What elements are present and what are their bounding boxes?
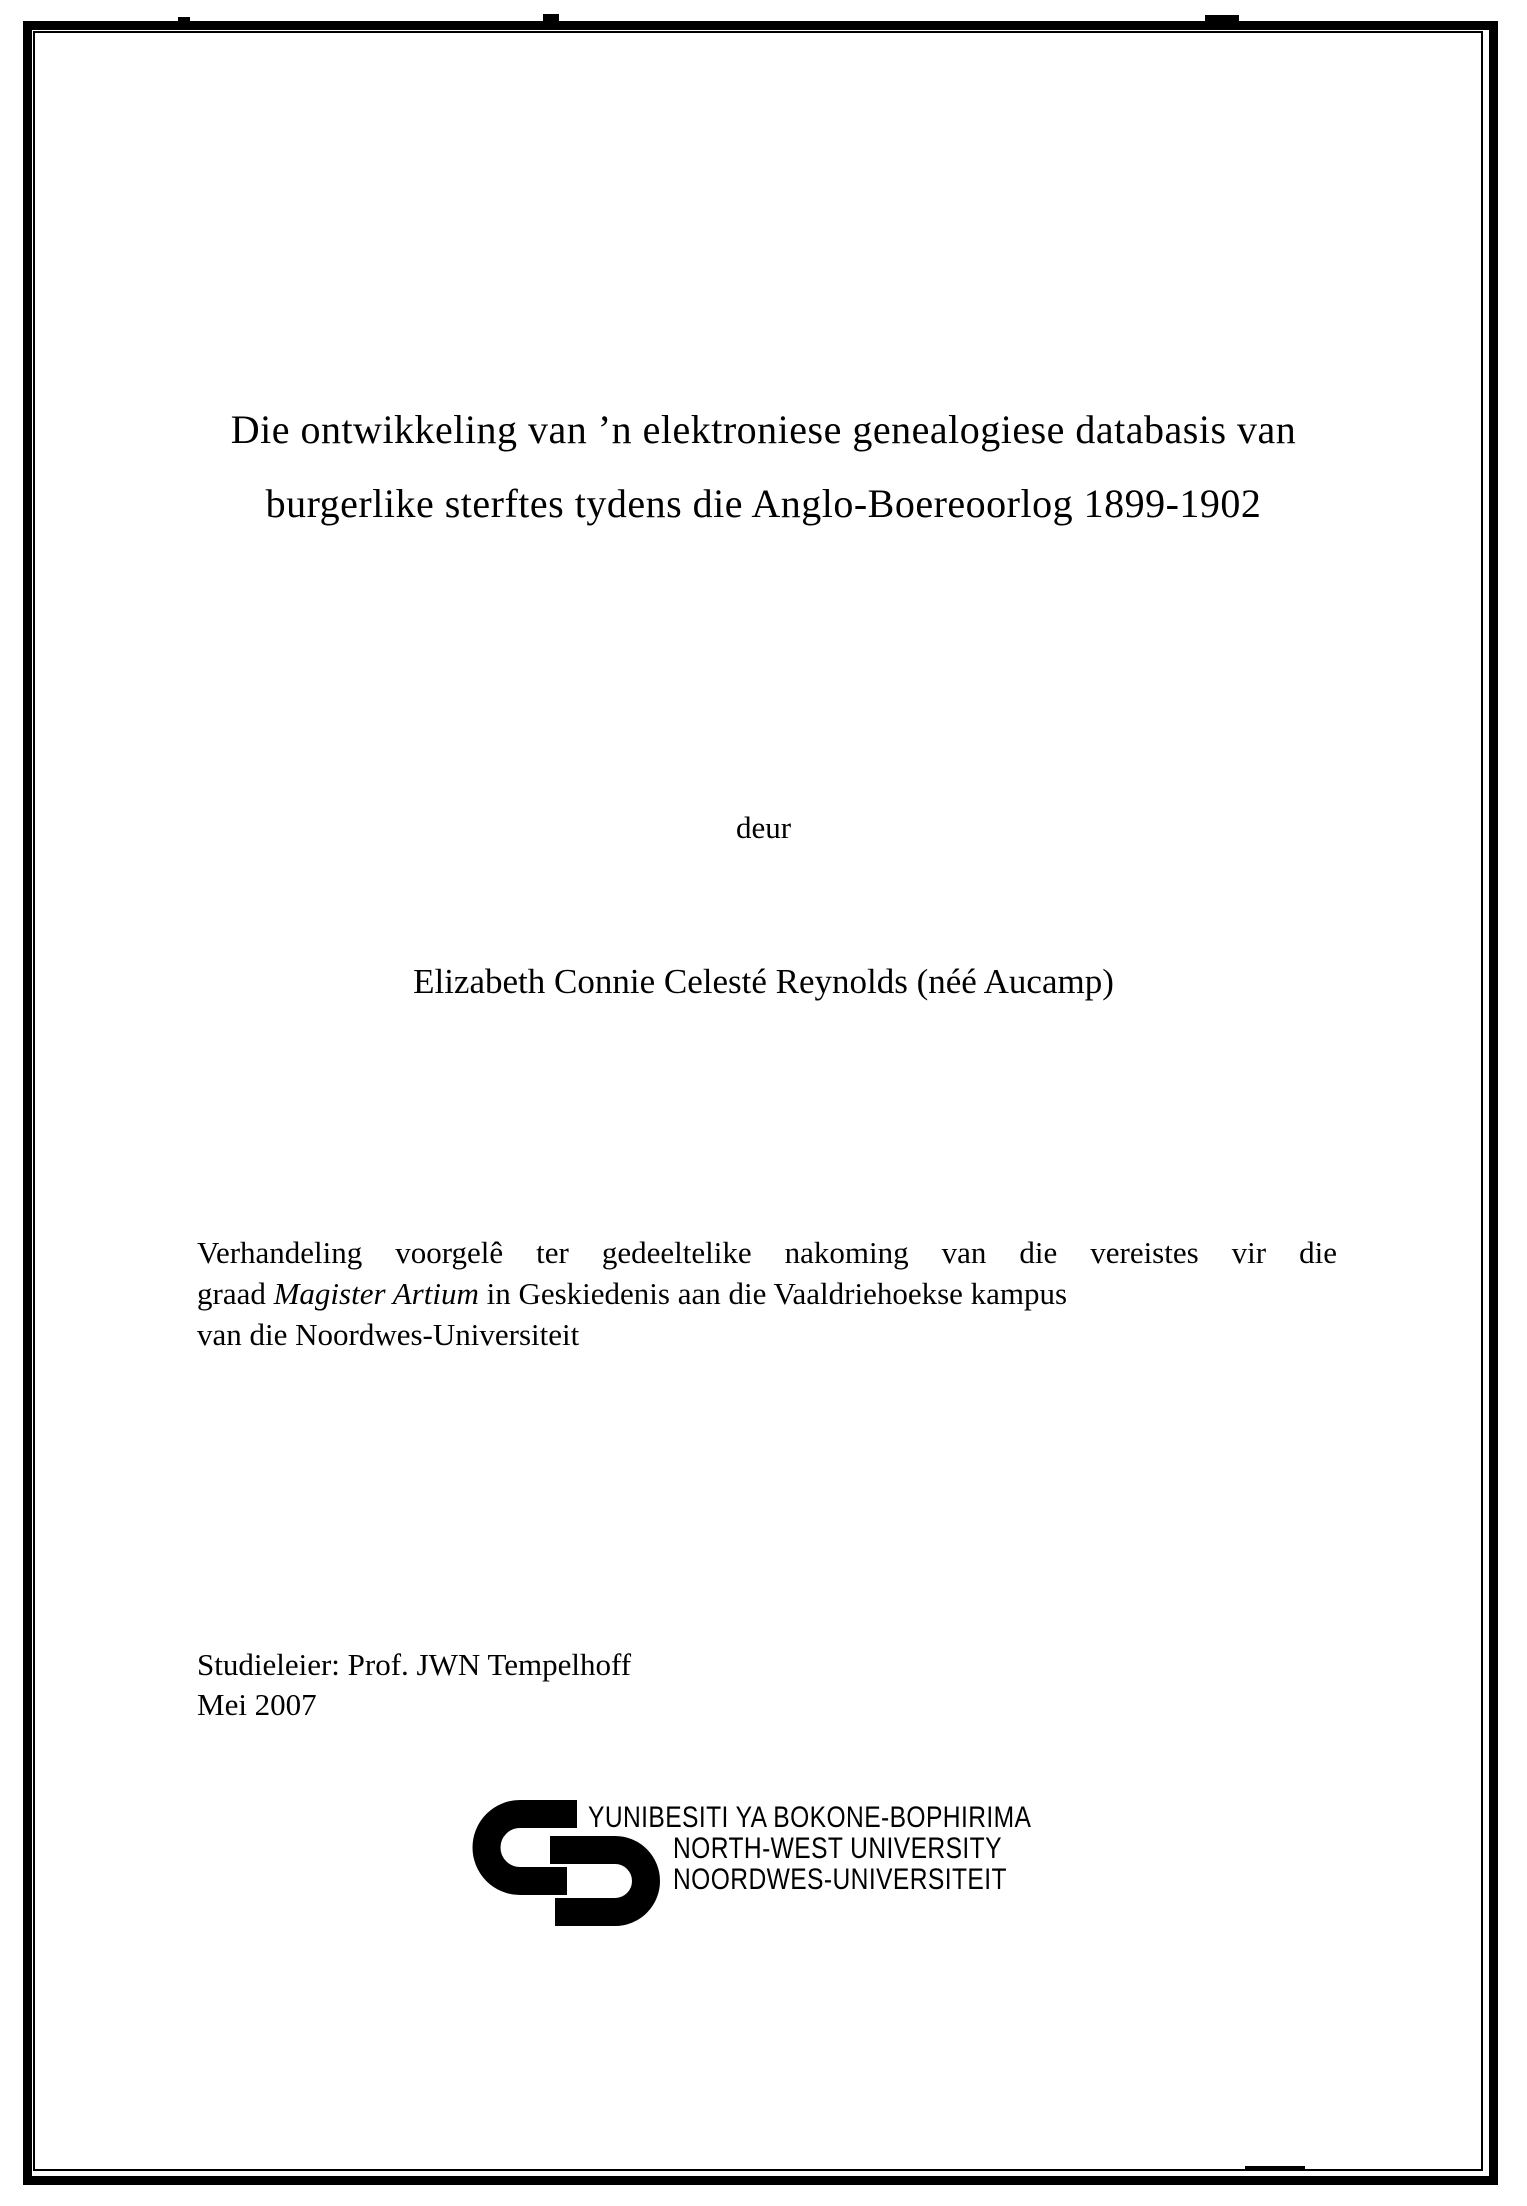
byline: deur — [735, 810, 792, 845]
title-line-2: burgerlike sterftes tydens die Anglo-Boereoorlog 1899-1902 — [265, 481, 1262, 526]
scan-artifact — [1245, 2166, 1305, 2170]
title-line-1: Die ontwikkeling van ’n elektroniese genealogiese databasis van — [230, 407, 1297, 452]
degree-statement-line-2 — [197, 1273, 1337, 1314]
nwu-name-afrikaans: NOORDWES-UNIVERSITEIT — [673, 1863, 1007, 1896]
degree-statement-line-2-post: in Geskiedenis aan die Vaaldriehoekse kampus — [478, 1276, 1068, 1311]
supervisor-line: Studieleier: Prof. JWN Tempelhoff — [197, 1647, 632, 1682]
nwu-logo-text — [588, 1802, 1129, 1895]
scan-artifact — [1205, 15, 1239, 21]
scan-artifact — [178, 17, 190, 22]
degree-statement-line-3: van die Noordwes-Universiteit — [197, 1317, 580, 1352]
scan-artifact — [543, 14, 559, 22]
nwu-chain-links-icon — [470, 1915, 660, 1932]
author-name: Elizabeth Connie Celesté Reynolds (néé Aucamp) — [413, 962, 1114, 1001]
degree-statement — [197, 1232, 1337, 1355]
supervisor-block — [197, 1645, 631, 1725]
degree-statement-line-1: Verhandeling voorgelê ter gedeeltelike nakoming van die vereistes vir die — [197, 1235, 1337, 1270]
date-line: Mei 2007 — [197, 1687, 317, 1722]
nwu-name-setswana: YUNIBESITI YA BOKONE-BOPHIRIMA — [588, 1801, 1032, 1834]
degree-title-italic: Magister Artium — [273, 1276, 479, 1311]
degree-statement-line-2-pre: graad — [197, 1276, 274, 1311]
nwu-name-english: NORTH-WEST UNIVERSITY — [673, 1832, 1002, 1865]
title-block — [0, 393, 1527, 541]
